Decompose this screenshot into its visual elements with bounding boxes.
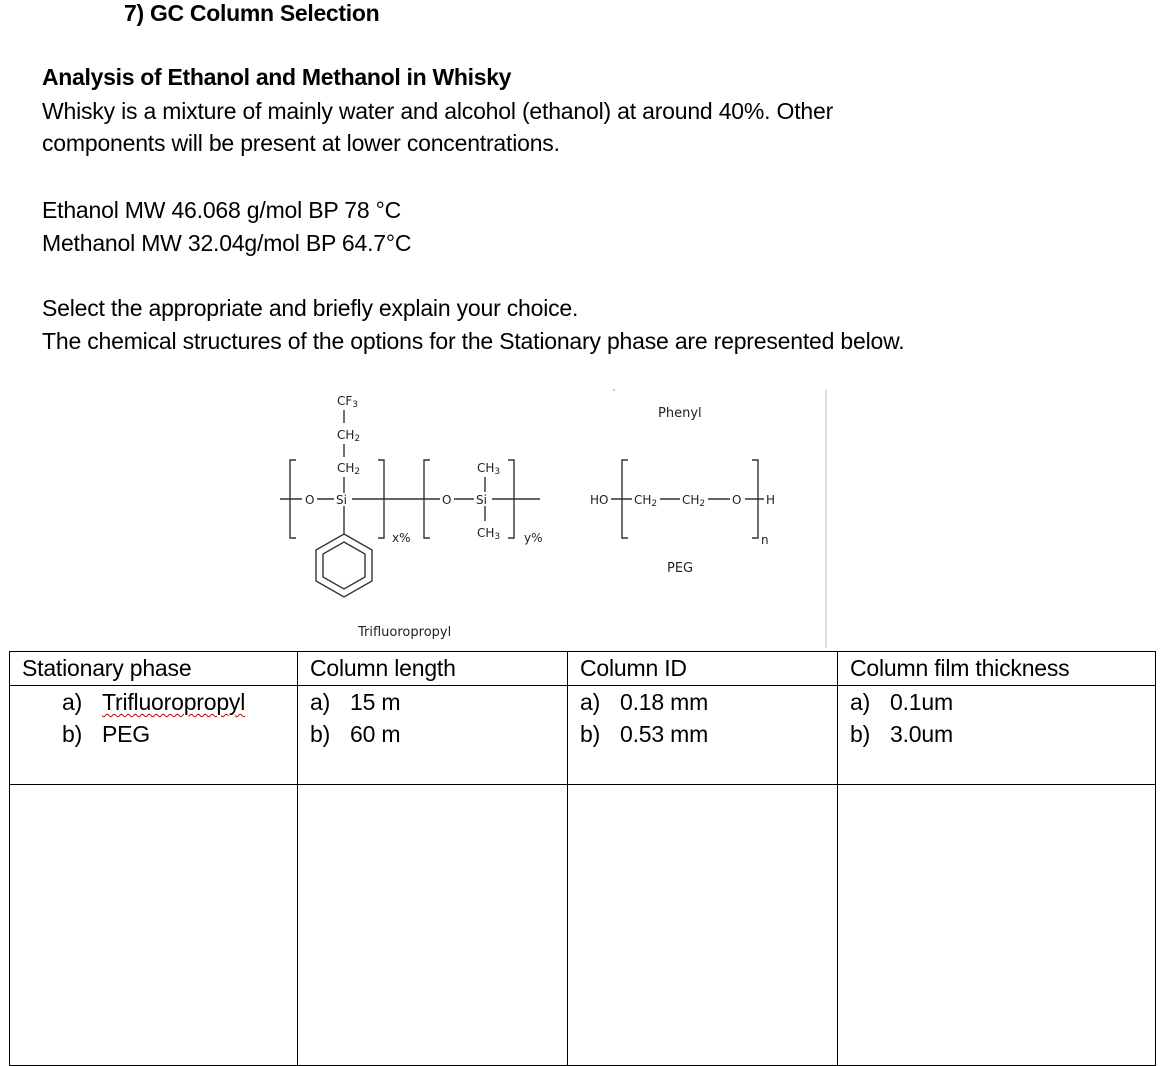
stationary-phase-options <box>10 686 298 785</box>
peg-oxygen-label: O <box>732 493 742 507</box>
analysis-title: Analysis of Ethanol and Methanol in Whisky <box>42 64 512 90</box>
list-item: b) 3.0um <box>850 721 953 747</box>
answer-cell-column-length[interactable] <box>298 785 568 1066</box>
ethanol-info: Ethanol MW 46.068 g/mol BP 78 °C <box>42 197 402 223</box>
cf3-label: CF3 <box>337 394 359 410</box>
header-film-thickness: Column film thickness <box>838 652 1156 686</box>
intro-line-2: components will be present at lower concentrations. <box>42 130 560 156</box>
column-length-options <box>298 686 568 785</box>
x-percent-label: x% <box>392 531 411 545</box>
peg-caption: PEG <box>667 561 694 576</box>
ch3-top-label: CH3 <box>477 461 501 477</box>
instruction-line-1: Select the appropriate and briefly explain your choice. <box>42 295 579 321</box>
ch2-label-b: CH2 <box>337 461 361 477</box>
header-column-id: Column ID <box>568 652 838 686</box>
y-percent-label: y% <box>524 531 543 545</box>
peg-structure <box>590 406 775 576</box>
ch2-label-2: CH2 <box>682 493 706 509</box>
trifluoropropyl-caption: Trifluoropropyl <box>358 625 452 640</box>
answer-cell-stationary-phase[interactable] <box>10 785 298 1066</box>
list-item: a) 0.1um <box>850 689 953 715</box>
answer-cell-film-thickness[interactable] <box>838 785 1156 1066</box>
methanol-info: Methanol MW 32.04g/mol BP 64.7°C <box>42 230 412 256</box>
phenyl-label: Phenyl <box>658 406 702 421</box>
peg-h-label: H <box>766 493 776 507</box>
structures-figure <box>0 380 1164 650</box>
oxygen-1-label: O <box>305 493 315 507</box>
ho-label: HO <box>590 493 609 507</box>
ch2-label-1: CH2 <box>634 493 658 509</box>
answer-row <box>10 785 1156 1066</box>
oxygen-2-label: O <box>442 493 452 507</box>
n-label: n <box>761 533 769 547</box>
header-stationary-phase: Stationary phase <box>10 652 298 686</box>
column-id-options <box>568 686 838 785</box>
section-heading: 7) GC Column Selection <box>124 0 380 26</box>
list-item: b) PEG <box>62 721 150 747</box>
ch3-bottom-label: CH3 <box>477 526 501 542</box>
trifluoropropyl-structure <box>280 394 543 640</box>
header-column-length: Column length <box>298 652 568 686</box>
silicon-1-label: Si <box>336 493 347 507</box>
list-item: b) 60 m <box>310 721 401 747</box>
options-table <box>9 651 1156 1066</box>
list-item: a) 15 m <box>310 689 401 715</box>
silicon-2-label: Si <box>476 493 487 507</box>
film-thickness-options <box>838 686 1156 785</box>
intro-line-1: Whisky is a mixture of mainly water and alcohol (ethanol) at around 40%. Other <box>42 98 834 124</box>
list-item: b) 0.53 mm <box>580 721 709 747</box>
list-item: a) Trifluoropropyl <box>62 689 246 715</box>
list-item: a) 0.18 mm <box>580 689 709 715</box>
ch2-label-a: CH2 <box>337 428 361 444</box>
answer-cell-column-id[interactable] <box>568 785 838 1066</box>
instruction-line-2: The chemical structures of the options for the Stationary phase are represented below. <box>42 328 905 354</box>
table-options-row <box>10 686 1156 785</box>
table-header-row <box>10 652 1156 686</box>
